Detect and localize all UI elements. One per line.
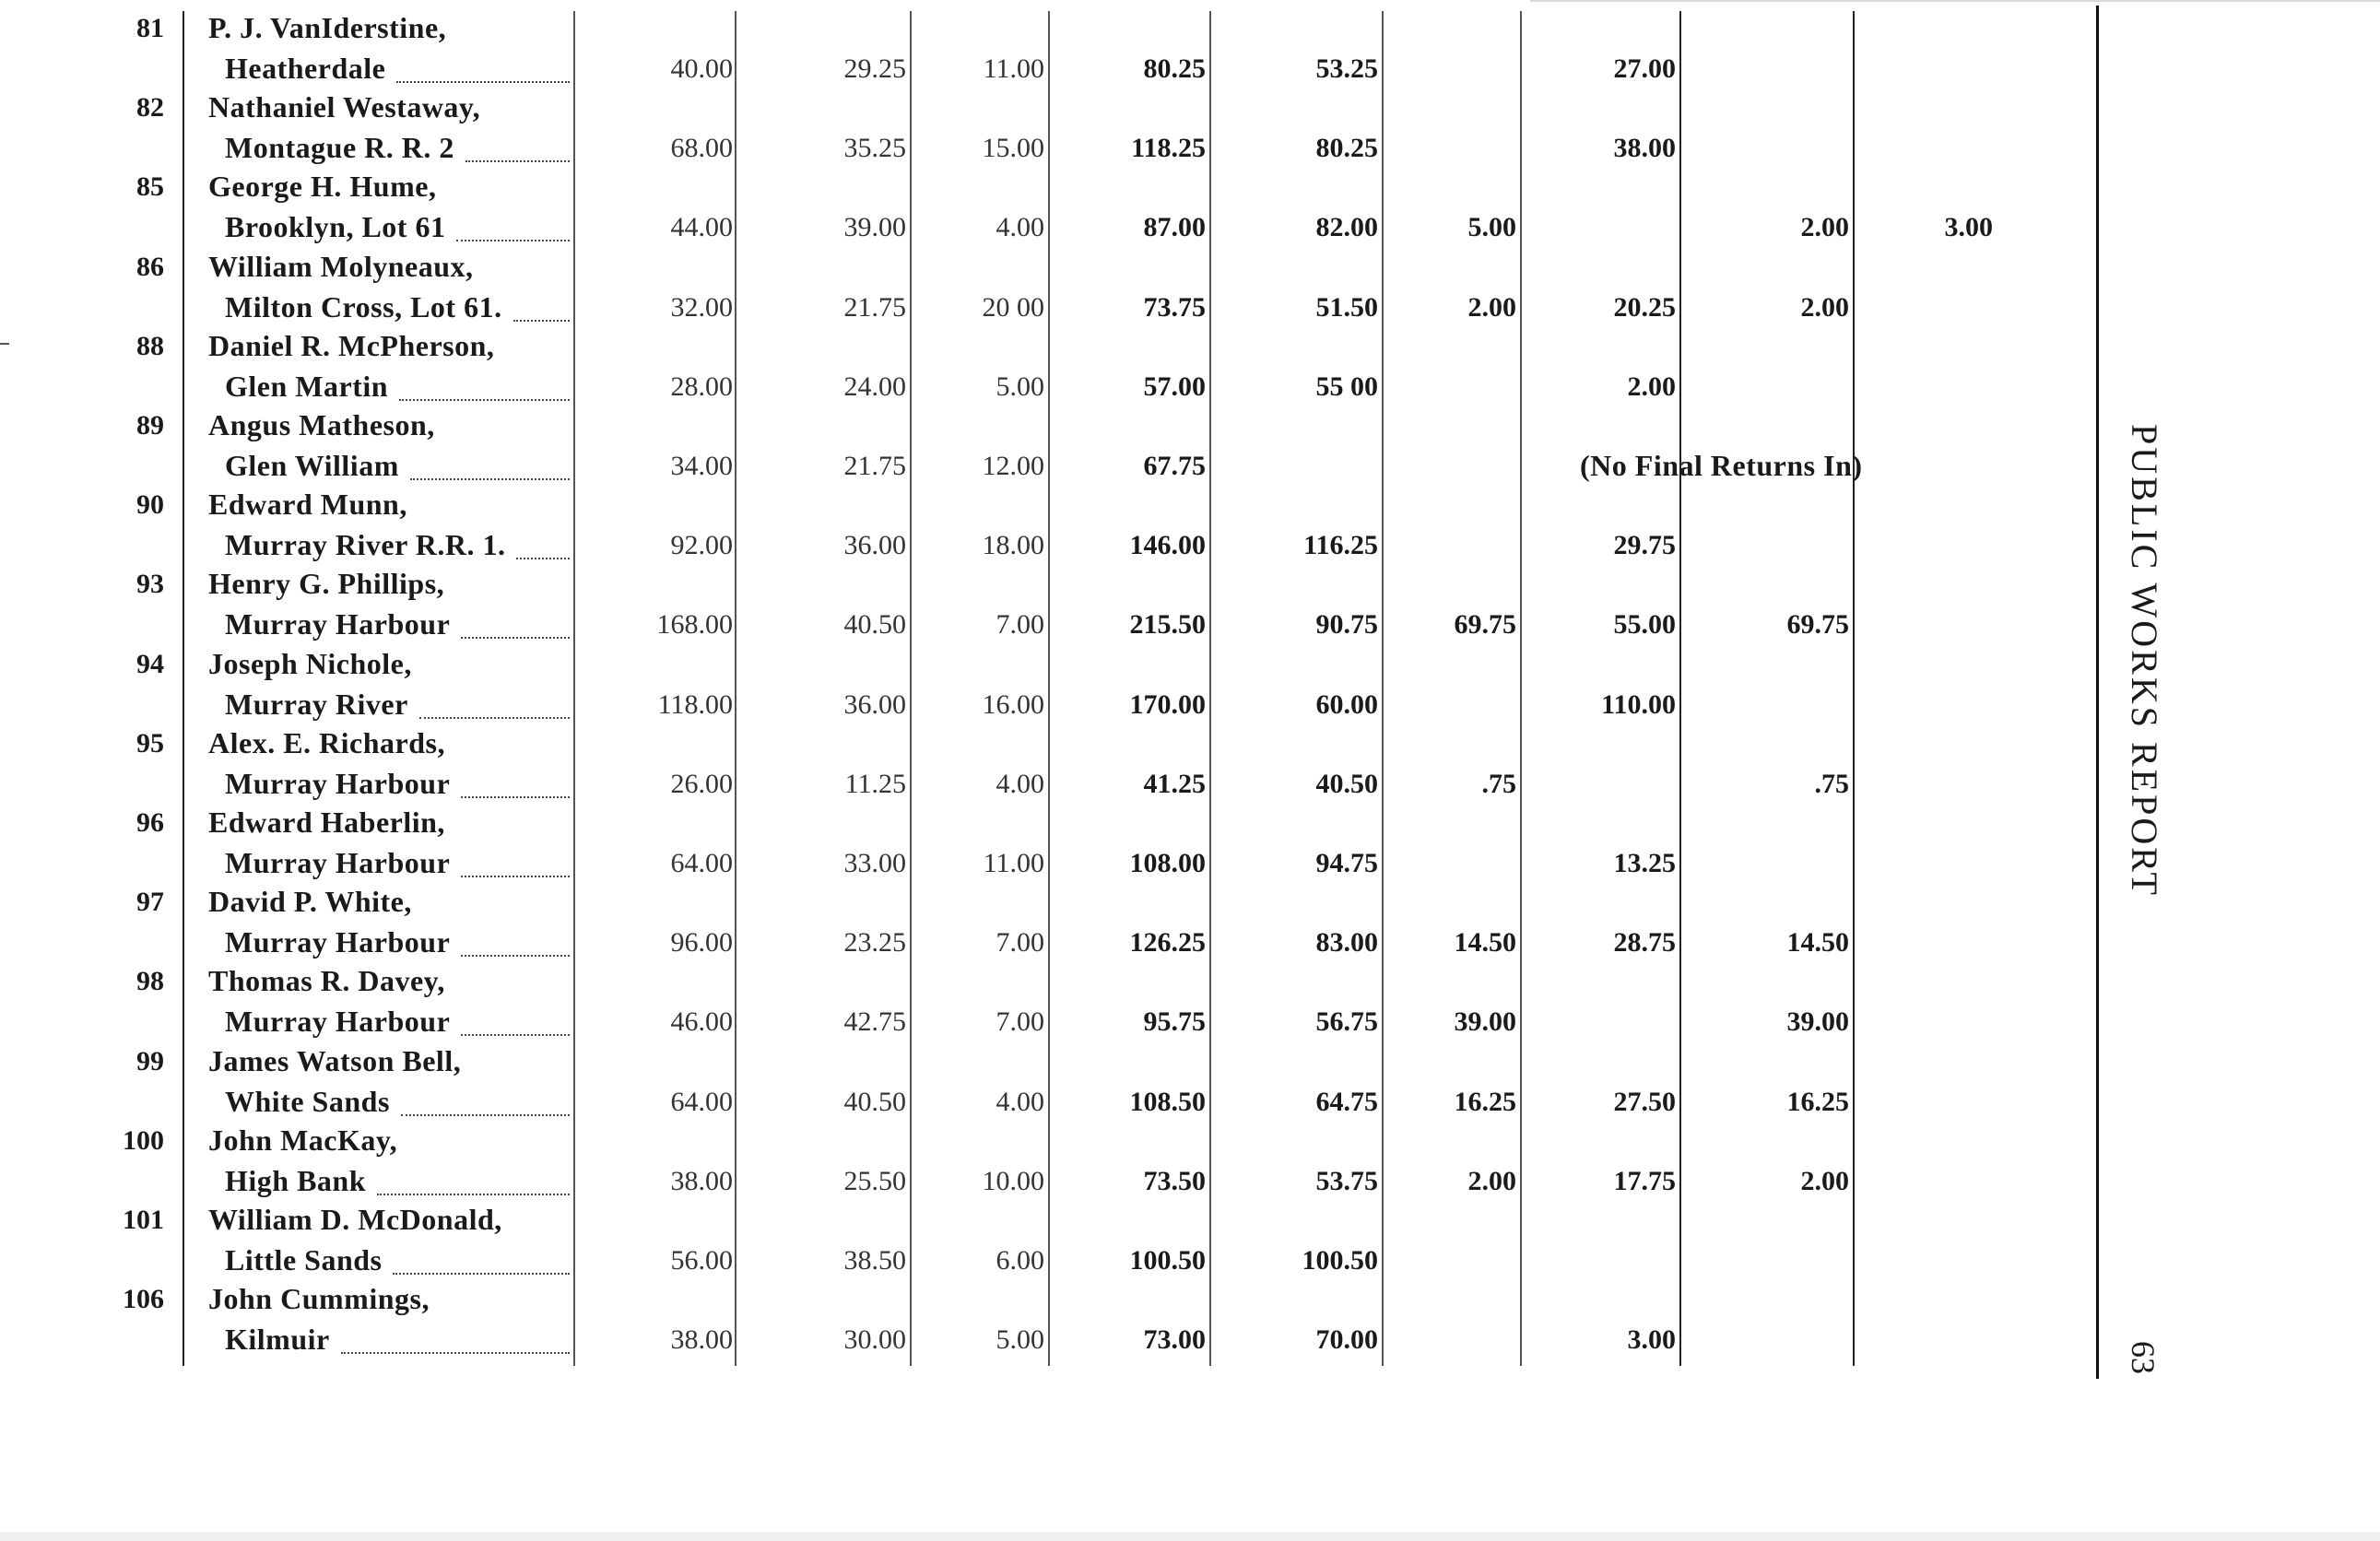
amount-cell-c1: 26.00 [670, 768, 733, 799]
amount-cell-c4: 80.25 [1143, 53, 1206, 84]
amount-cell-c2: 24.00 [843, 371, 906, 402]
contractor-name: George H. Hume, [208, 170, 437, 204]
amount-cell-c8: 69.75 [1786, 609, 1849, 641]
column-rule-6 [1520, 11, 1522, 1366]
dot-leader [513, 320, 570, 322]
amount-cell-c1: 34.00 [670, 451, 733, 481]
row-number: 96 [136, 807, 164, 838]
row-number: 98 [136, 966, 164, 997]
contractor-place: Murray Harbour [225, 846, 451, 879]
amount-cell-c4: 108.00 [1129, 848, 1206, 878]
dot-leader [396, 81, 570, 83]
amount-cell-c2: 23.25 [843, 927, 906, 959]
contractor-name: William D. McDonald, [208, 1203, 502, 1236]
amount-cell-c5: 53.25 [1315, 53, 1378, 84]
amount-cell-c3: 18.00 [982, 530, 1044, 561]
amount-cell-c5: 83.00 [1315, 927, 1378, 959]
amount-cell-c3: 11.00 [983, 848, 1044, 878]
contractor-place: Murray Harbour [225, 607, 451, 641]
column-rule-name [573, 11, 575, 1366]
amount-cell-c4: 126.25 [1129, 927, 1206, 959]
amount-cell-c3: 7.00 [996, 1006, 1044, 1038]
amount-cell-c2: 38.50 [843, 1245, 906, 1276]
amount-cell-c7: 55.00 [1613, 609, 1676, 641]
contractor-name: John Cummings, [208, 1282, 430, 1316]
amount-cell-c7: 17.75 [1613, 1165, 1676, 1196]
contractor-place: Heatherdale [225, 52, 386, 85]
amount-cell-c1: 38.00 [670, 1324, 733, 1356]
amount-cell-c6: 2.00 [1467, 291, 1516, 323]
row-number: 97 [136, 887, 164, 918]
row-number: 106 [123, 1284, 164, 1315]
row-number: 86 [136, 251, 164, 282]
contractor-place: Milton Cross, Lot 61. [225, 289, 502, 323]
remark-note: (No Final Returns In) [1580, 449, 1863, 482]
dot-leader [341, 1352, 570, 1354]
amount-cell-c3: 4.00 [996, 212, 1044, 243]
dot-leader [399, 399, 570, 401]
dot-leader [461, 1034, 570, 1036]
amount-cell-c3: 11.00 [983, 53, 1044, 84]
amount-cell-c7: 13.25 [1613, 848, 1676, 878]
row-number: 93 [136, 569, 164, 600]
amount-cell-c8: 2.00 [1800, 212, 1849, 243]
column-rule-number [183, 11, 184, 1366]
contractor-name: John MacKay, [208, 1123, 398, 1157]
dot-leader [377, 1194, 570, 1195]
amount-cell-c2: 39.00 [843, 212, 906, 243]
dot-leader [456, 240, 570, 241]
contractor-name: David P. White, [208, 885, 412, 919]
amount-cell-c3: 5.00 [996, 1324, 1044, 1356]
amount-cell-c4: 57.00 [1143, 371, 1206, 402]
amount-cell-c5: 40.50 [1315, 768, 1378, 799]
amount-cell-c2: 33.00 [843, 848, 906, 878]
amount-cell-c4: 215.50 [1129, 609, 1206, 641]
amount-cell-c2: 36.00 [843, 688, 906, 720]
amount-cell-c8: 14.50 [1786, 927, 1849, 959]
contractor-name: Nathaniel Westaway, [208, 90, 481, 124]
amount-cell-c5: 60.00 [1315, 688, 1378, 720]
contractor-place: Glen William [225, 449, 399, 482]
amount-cell-c1: 64.00 [670, 1086, 733, 1117]
amount-cell-c2: 21.75 [843, 291, 906, 323]
column-rule-3 [1048, 11, 1050, 1366]
row-number: 81 [136, 13, 164, 43]
amount-cell-c3: 10.00 [982, 1165, 1044, 1196]
amount-cell-c4: 118.25 [1131, 133, 1206, 164]
amount-cell-c4: 41.25 [1143, 768, 1206, 799]
contractor-name: Alex. E. Richards, [208, 725, 445, 759]
contractor-place: Murray River R.R. 1. [225, 528, 506, 562]
amount-cell-c9: 3.00 [1944, 212, 1993, 243]
amount-cell-c3: 7.00 [996, 927, 1044, 959]
amount-cell-c3: 6.00 [996, 1245, 1044, 1276]
contractor-name: Thomas R. Davey, [208, 964, 445, 998]
amount-cell-c3: 4.00 [996, 1086, 1044, 1117]
amount-cell-c2: 25.50 [843, 1165, 906, 1196]
amount-cell-c1: 40.00 [670, 53, 733, 84]
amount-cell-c5: 55 00 [1315, 371, 1378, 402]
amount-cell-c1: 118.00 [657, 688, 733, 720]
column-rule-1 [735, 11, 736, 1366]
row-number: 88 [136, 330, 164, 361]
amount-cell-c7: 2.00 [1627, 371, 1676, 402]
amount-cell-c7: 20.25 [1613, 291, 1676, 323]
amount-cell-c1: 56.00 [670, 1245, 733, 1276]
contractor-name: Joseph Nichole, [208, 646, 412, 680]
amount-cell-c6: 5.00 [1467, 212, 1516, 243]
amount-cell-c2: 30.00 [843, 1324, 906, 1356]
amount-cell-c5: 53.75 [1315, 1165, 1378, 1196]
amount-cell-c5: 70.00 [1315, 1324, 1378, 1356]
page-edge-rule [2096, 6, 2099, 1379]
row-number: 94 [136, 648, 164, 679]
amount-cell-c1: 168.00 [656, 609, 733, 641]
contractor-name: Daniel R. McPherson, [208, 328, 495, 362]
contractor-place: Brooklyn, Lot 61 [225, 210, 446, 244]
contractor-name: Henry G. Phillips, [208, 567, 445, 601]
amount-cell-c6: 2.00 [1467, 1165, 1516, 1196]
contractor-place: Murray Harbour [225, 925, 451, 959]
row-number: 82 [136, 92, 164, 124]
amount-cell-c1: 64.00 [670, 848, 733, 878]
contractor-place: Glen Martin [225, 369, 389, 403]
contractor-place: High Bank [225, 1163, 367, 1197]
amount-cell-c1: 44.00 [670, 212, 733, 243]
page-number: 63 [2125, 1341, 2162, 1374]
running-title: PUBLIC WORKS REPORT [2124, 424, 2165, 898]
dot-leader [393, 1273, 570, 1275]
contractor-name: P. J. VanIderstine, [208, 11, 447, 44]
amount-cell-c2: 40.50 [843, 1086, 906, 1117]
row-number: 85 [136, 171, 164, 203]
amount-cell-c2: 42.75 [843, 1006, 906, 1038]
amount-cell-c6: .75 [1481, 768, 1516, 799]
top-edge-line [1530, 0, 2380, 2]
amount-cell-c4: 87.00 [1143, 212, 1206, 243]
dot-leader [516, 558, 570, 559]
column-rule-7 [1679, 11, 1681, 1366]
contractor-place: Murray River [225, 687, 408, 721]
row-number: 95 [136, 727, 164, 759]
amount-cell-c7: 38.00 [1613, 133, 1676, 164]
amount-cell-c8: 2.00 [1800, 1165, 1849, 1196]
amount-cell-c2: 36.00 [843, 530, 906, 561]
contractor-name: Angus Matheson, [208, 408, 435, 441]
amount-cell-c3: 15.00 [982, 133, 1044, 164]
amount-cell-c7: 29.75 [1613, 530, 1676, 561]
amount-cell-c3: 20 00 [982, 291, 1044, 323]
amount-cell-c5: 64.75 [1315, 1086, 1378, 1117]
contractor-name: William Molyneaux, [208, 249, 474, 283]
amount-cell-c2: 11.25 [844, 768, 906, 799]
amount-cell-c7: 110.00 [1601, 688, 1676, 720]
amount-cell-c3: 7.00 [996, 609, 1044, 641]
contractor-name: Edward Munn, [208, 488, 407, 522]
dot-leader [461, 637, 570, 639]
amount-cell-c7: 28.75 [1613, 927, 1676, 959]
margin-mark [0, 343, 9, 345]
contractor-place: Little Sands [225, 1243, 383, 1276]
dot-leader [465, 160, 570, 162]
amount-cell-c7: 3.00 [1627, 1324, 1676, 1356]
amount-cell-c5: 82.00 [1315, 212, 1378, 243]
amount-cell-c5: 116.25 [1303, 530, 1378, 561]
amount-cell-c4: 146.00 [1129, 530, 1206, 561]
amount-cell-c5: 94.75 [1315, 848, 1378, 878]
contractor-place: White Sands [225, 1084, 390, 1118]
amount-cell-c8: 16.25 [1786, 1086, 1849, 1117]
amount-cell-c8: 2.00 [1800, 291, 1849, 323]
amount-cell-c1: 32.00 [670, 291, 733, 323]
column-rule-4 [1209, 11, 1211, 1366]
dot-leader [419, 717, 570, 719]
dot-leader [461, 955, 570, 957]
amount-cell-c4: 73.75 [1143, 291, 1206, 323]
amount-cell-c7: 27.00 [1613, 53, 1676, 84]
amount-cell-c5: 90.75 [1315, 609, 1378, 641]
amount-cell-c1: 46.00 [670, 1006, 733, 1038]
dot-leader [461, 796, 570, 798]
row-number: 99 [136, 1045, 164, 1076]
amount-cell-c7: 27.50 [1613, 1086, 1676, 1117]
contractor-place: Montague R. R. 2 [225, 131, 454, 165]
amount-cell-c2: 40.50 [843, 609, 906, 641]
amount-cell-c5: 80.25 [1315, 133, 1378, 164]
amount-cell-c4: 95.75 [1143, 1006, 1206, 1038]
contractor-name: James Watson Bell, [208, 1043, 462, 1077]
dot-leader [401, 1114, 570, 1116]
dot-leader [410, 478, 570, 480]
contractor-name: Edward Haberlin, [208, 806, 445, 839]
row-number: 90 [136, 489, 164, 521]
dot-leader [461, 876, 570, 877]
row-number: 89 [136, 410, 164, 441]
amount-cell-c4: 73.50 [1143, 1165, 1206, 1196]
amount-cell-c1: 38.00 [670, 1165, 733, 1196]
scan-bottom-edge [0, 1532, 2380, 1541]
contractor-place: Kilmuir [225, 1323, 330, 1357]
amount-cell-c2: 35.25 [843, 133, 906, 164]
row-number: 100 [123, 1124, 164, 1156]
amount-cell-c8: .75 [1814, 768, 1849, 799]
contractor-place: Murray Harbour [225, 1005, 451, 1039]
amount-cell-c3: 5.00 [996, 371, 1044, 402]
amount-cell-c6: 69.75 [1454, 609, 1516, 641]
amount-cell-c3: 4.00 [996, 768, 1044, 799]
amount-cell-c4: 67.75 [1143, 451, 1206, 481]
row-number: 101 [123, 1205, 164, 1235]
amount-cell-c6: 16.25 [1454, 1086, 1516, 1117]
amount-cell-c5: 56.75 [1315, 1006, 1378, 1038]
amount-cell-c1: 96.00 [670, 927, 733, 959]
amount-cell-c2: 29.25 [843, 53, 906, 84]
amount-cell-c5: 100.50 [1302, 1245, 1378, 1276]
amount-cell-c4: 100.50 [1129, 1245, 1206, 1276]
amount-cell-c6: 14.50 [1454, 927, 1516, 959]
amount-cell-c1: 92.00 [670, 530, 733, 561]
amount-cell-c5: 51.50 [1315, 291, 1378, 323]
amount-cell-c3: 16.00 [982, 688, 1044, 720]
amount-cell-c4: 170.00 [1129, 688, 1206, 720]
amount-cell-c1: 28.00 [670, 371, 733, 402]
amount-cell-c6: 39.00 [1454, 1006, 1516, 1038]
amount-cell-c3: 12.00 [982, 451, 1044, 481]
amount-cell-c8: 39.00 [1786, 1006, 1849, 1038]
contractor-place: Murray Harbour [225, 766, 451, 800]
amount-cell-c2: 21.75 [843, 451, 906, 481]
amount-cell-c1: 68.00 [670, 133, 733, 164]
amount-cell-c4: 73.00 [1143, 1324, 1206, 1356]
amount-cell-c4: 108.50 [1129, 1086, 1206, 1117]
